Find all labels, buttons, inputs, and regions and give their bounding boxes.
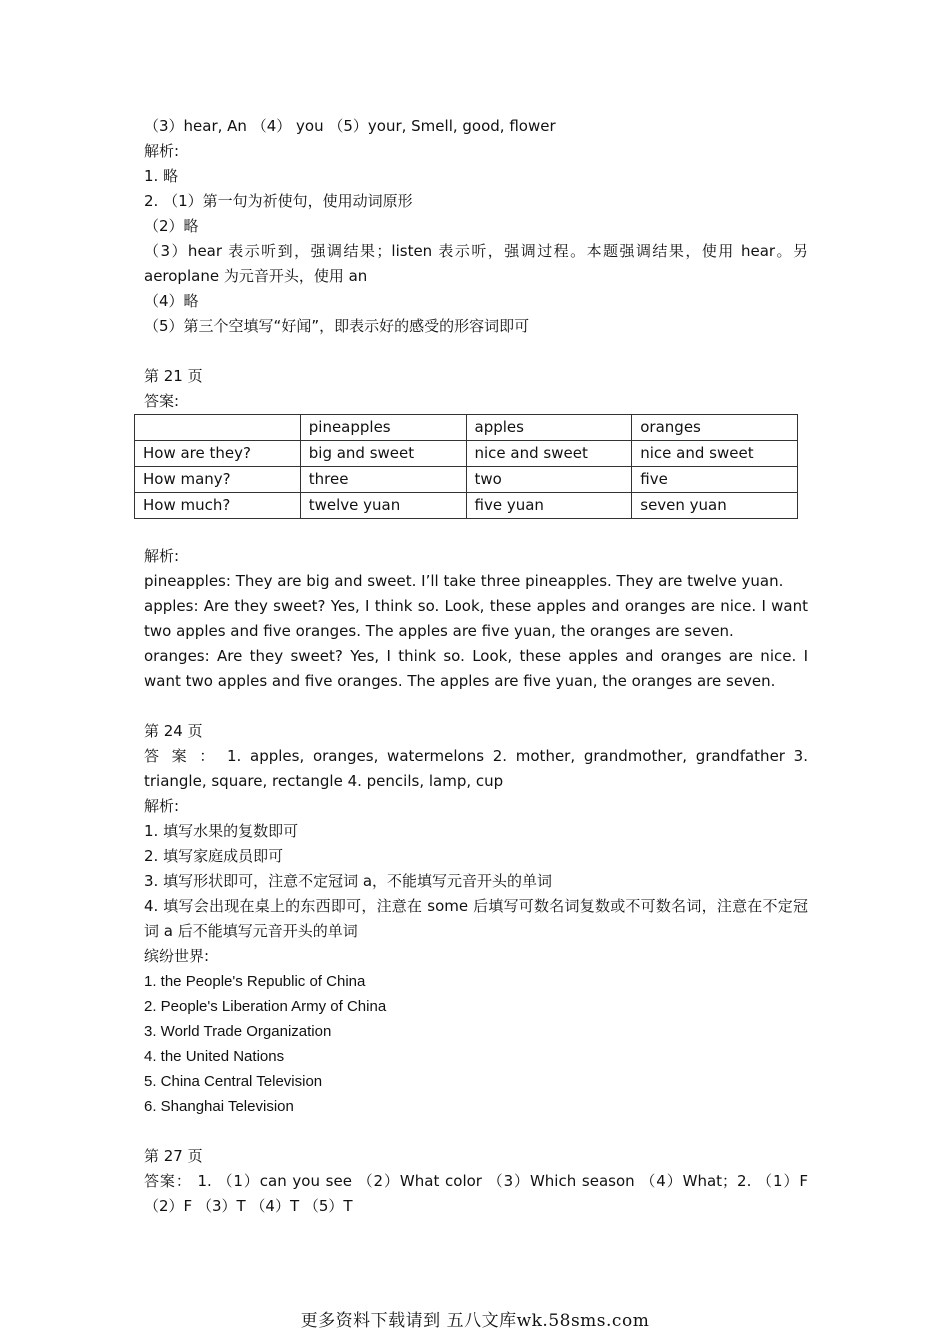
page-heading-27: 第 27 页 [144,1147,203,1165]
world-item: 1. the People's Republic of China [144,973,366,990]
document-body [144,114,808,1219]
table-cell: pineapples [300,415,466,441]
table-cell: oranges [632,415,798,441]
page-heading-21: 第 21 页 [144,367,203,385]
analysis-item: 1. 略 [144,167,179,185]
analysis-text: apples: Are they sweet? Yes, I think so. Look, these apples and oranges are nice. I want two apples and five oranges. The apples are five yuan, the oranges are seven. [144,597,808,640]
table-cell: five [632,467,798,493]
table-cell: nice and sweet [632,441,798,467]
analysis-text: pineapples: They are big and sweet. I’ll take three pineapples. They are twelve yuan. [144,572,784,590]
table-cell: nice and sweet [466,441,632,467]
world-label: 缤纷世界: [144,947,210,965]
table-cell: three [300,467,466,493]
table-row [135,467,798,493]
table-cell: seven yuan [632,493,798,519]
table-cell: five yuan [466,493,632,519]
analysis-item: 2. 填写家庭成员即可 [144,847,284,865]
analysis-item: 2. （1）第一句为祈使句，使用动词原形 [144,192,413,210]
page-heading-24: 第 24 页 [144,722,203,740]
analysis-text: oranges: Are they sweet? Yes, I think so. Look, these apples and oranges are nice. I want two apples and five oranges. The apples are five yuan, the oranges are seven. [144,647,808,690]
world-item: 5. China Central Television [144,1073,323,1090]
table-row [135,493,798,519]
table-cell: How many? [135,467,301,493]
table-cell: big and sweet [300,441,466,467]
analysis-label: 解析: [144,142,180,160]
world-item: 3. World Trade Organization [144,1023,332,1040]
answer-line: （3）hear, An （4） you （5）your, Smell, good, flower [144,117,556,135]
world-item: 2. People's Liberation Army of China [144,998,387,1015]
answer-text: 答案： 1. （1）can you see （2）What color （3）Which season （4）What；2. （1）F （2）F （3）T （4）T （5）T [144,1172,808,1215]
analysis-label: 解析: [144,547,180,565]
answer-table [134,414,798,519]
answer-text: 答 案 ： 1. apples, oranges, watermelons 2. mother, grandmother, grandfather 3. triangle, square, rectangle 4. pencils, lamp, cup [144,747,808,790]
analysis-item: （4）略 [144,292,199,310]
footer-download-note: 更多资料下载请到 五八文库wk.58sms.com [300,1311,650,1331]
table-row [135,441,798,467]
table-cell: two [466,467,632,493]
analysis-item: （5）第三个空填写“好闻”，即表示好的感受的形容词即可 [144,317,530,335]
analysis-item: 3. 填写形状即可，注意不定冠词 a，不能填写元音开头的单词 [144,872,553,890]
analysis-label: 解析: [144,797,180,815]
world-item: 4. the United Nations [144,1048,285,1065]
table-cell: How are they? [135,441,301,467]
analysis-item: 4. 填写会出现在桌上的东西即可，注意在 some 后填写可数名词复数或不可数名词，注意在不定冠词 a 后不能填写元音开头的单词 [144,897,808,940]
answer-label: 答案: [144,392,180,410]
table-cell: twelve yuan [300,493,466,519]
analysis-item: 1. 填写水果的复数即可 [144,822,299,840]
table-cell: apples [466,415,632,441]
table-cell [135,415,301,441]
table-cell: How much? [135,493,301,519]
world-item: 6. Shanghai Television [144,1098,294,1115]
analysis-item: （3）hear 表示听到，强调结果；listen 表示听，强调过程。本题强调结果，使用 hear。另 aeroplane 为元音开头，使用 an [144,242,808,285]
analysis-item: （2）略 [144,217,199,235]
table-header-row [135,415,798,441]
